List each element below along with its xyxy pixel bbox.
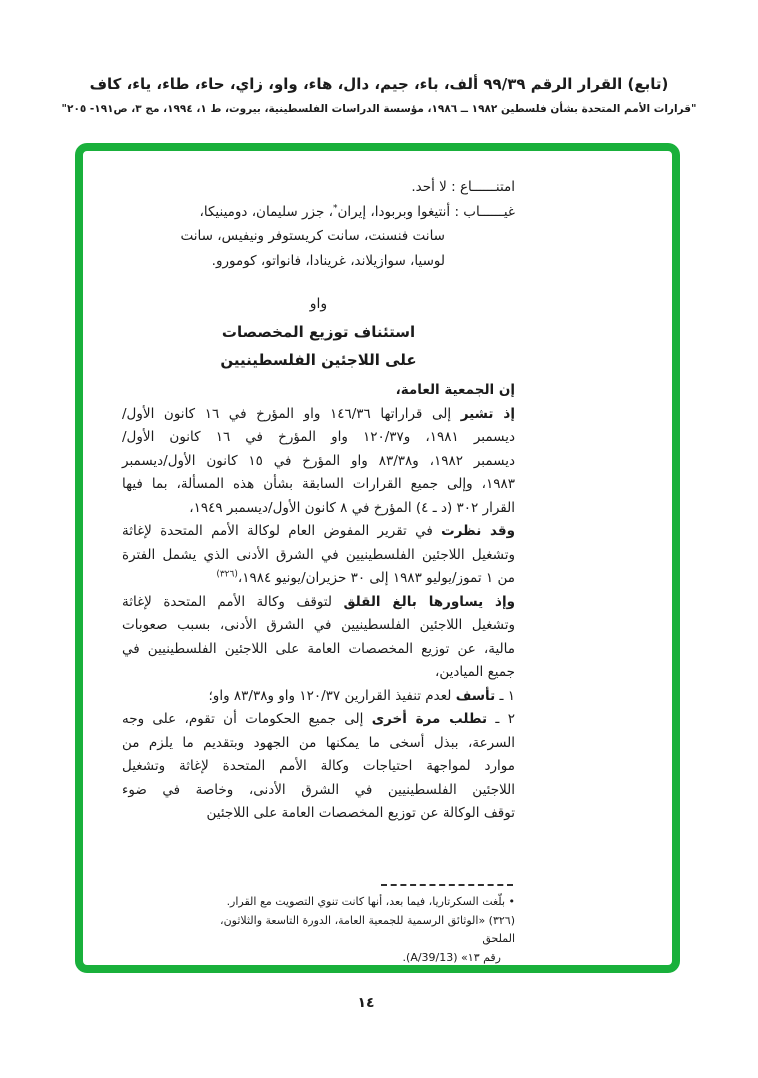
section-letter-heading: واو xyxy=(309,296,328,312)
document-frame xyxy=(75,143,680,973)
votes-section xyxy=(122,175,515,273)
paragraph xyxy=(122,685,515,709)
paragraph-line: وقد نظرت في تقرير المفوض العام لوكالة الأمم المتحدة لإغاثة xyxy=(122,523,515,539)
paragraph xyxy=(122,520,515,591)
paragraph-line: من ١ تموز/يوليو ١٩٨٣ إلى ٣٠ حزيران/يونيو ١٩٨٤،$^{(٣٢٦)}$ xyxy=(216,569,515,586)
footnote-list xyxy=(185,893,515,967)
footnote xyxy=(185,912,515,968)
vote-line: غيــــــاب : أنتيغوا وبربودا، إيران*، جزر سليمان، دومينيكا، xyxy=(199,203,515,220)
paragraph-line: توقف الوكالة عن توزيع المخصصات العامة على اللاجئين xyxy=(206,805,515,821)
paragraph-line: موارد لمواجهة احتياجات وكالة الأمم المتحدة لإغاثة وتشغيل xyxy=(122,758,515,774)
paragraph-line: القرار ٣٠٢ (د ـ ٤) المؤرخ في ٨ كانون الأول/ديسمبر ١٩٤٩، xyxy=(189,499,515,516)
source-citation-line: "قرارات الأمم المتحدة بشأن فلسطين ١٩٨٢ ــ ١٩٨٦، مؤسسة الدراسات الفلسطينية، بيروت، ط ١، ١٩٩٤، مج ٣، ص١٩١- ٢٠٥" xyxy=(61,103,697,115)
paragraph-line: السرعة، ببذل أسخى ما يمكنها من الجهود وبتقديم ما يلزم من xyxy=(122,734,515,751)
footnote xyxy=(185,893,515,912)
footnote-divider xyxy=(381,884,513,886)
paragraph-line: وإذ يساورها بالغ القلق لتوقف وكالة الأمم المتحدة لإغاثة xyxy=(122,593,515,610)
paragraph-line: اللاجئين الفلسطينيين في الشرق الأدنى، وخاصة في ضوء xyxy=(122,781,515,798)
preamble-intro: إن الجمعية العامة، xyxy=(395,382,515,398)
page-header xyxy=(0,74,758,116)
footnote-line: (٣٢٦) «الوثائق الرسمية للجمعية العامة، الدورة التاسعة والثلاثون، الملحق xyxy=(220,913,515,945)
vote-line: لوسيا، سوازيلاند، غرينادا، فانواتو، كومورو. xyxy=(211,252,445,269)
resolution-header-line: (تابع) القرار الرقم ٩٩/٣٩ ألف، باء، جيم، دال، هاء، واو، زاي، حاء، طاء، ياء، كاف xyxy=(89,75,669,93)
page-number: ١٤ xyxy=(357,995,375,1011)
footnotes-section xyxy=(185,884,515,967)
paragraph-line: وتشغيل اللاجئين الفلسطينيين في الشرق الأدنى، بسبب صعوبات xyxy=(122,617,515,633)
paragraph xyxy=(122,403,515,521)
footnote-line: رقم ١٣» (A/39/13). xyxy=(402,950,501,964)
paragraph-line: مالية، عن توزيع المخصصات العامة على اللاجئين الفلسطينيين في xyxy=(122,640,515,657)
paragraph-line: ١٩٨٣، وإلى جميع القرارات السابقة بشأن هذه المسألة، بما فيها xyxy=(122,476,515,492)
vote-line: امتنــــــاع : لا أحد. xyxy=(411,179,515,195)
paragraph xyxy=(122,591,515,685)
resolution-paragraphs xyxy=(122,403,515,826)
paragraph-line: وتشغيل اللاجئين الفلسطينيين في الشرق الأدنى الذي يشمل الفترة xyxy=(122,546,515,563)
vote-line: سانت فنسنت، سانت كريستوفر ونيفيس، سانت xyxy=(180,228,445,244)
paragraph-line: إذ تشير إلى قراراتها ١٤٦/٣٦ واو المؤرخ في ١٦ كانون الأول/ xyxy=(122,405,515,422)
paragraph-line: ٢ ـ تطلب مرة أخرى إلى جميع الحكومات أن تقوم، على وجه xyxy=(122,711,515,727)
resolution-title-line-2: على اللاجئين الفلسطينيين xyxy=(220,351,417,369)
footnote-line: • بلّغت السكرتاريا، فيما بعد، أنها كانت تنوي التصويت مع القرار. xyxy=(226,895,515,908)
paragraph-line: ١ ـ تأسف لعدم تنفيذ القرارين ١٢٠/٣٧ واو و٨٣/٣٨ واو؛ xyxy=(208,687,515,704)
resolution-title-line-1: استئناف توزيع المخصصات xyxy=(221,323,416,341)
paragraph-line: ديسمبر ١٩٨١، و١٢٠/٣٧ واو المؤرخ في ١٦ كانون الأول/ xyxy=(122,429,515,445)
paragraph xyxy=(122,708,515,826)
document-content xyxy=(83,151,672,826)
paragraph-line: جميع الميادين، xyxy=(435,664,515,680)
paragraph-line: ديسمبر ١٩٨٢، و٨٣/٣٨ واو المؤرخ في ١٥ كانون الأول/ديسمبر xyxy=(122,452,515,469)
